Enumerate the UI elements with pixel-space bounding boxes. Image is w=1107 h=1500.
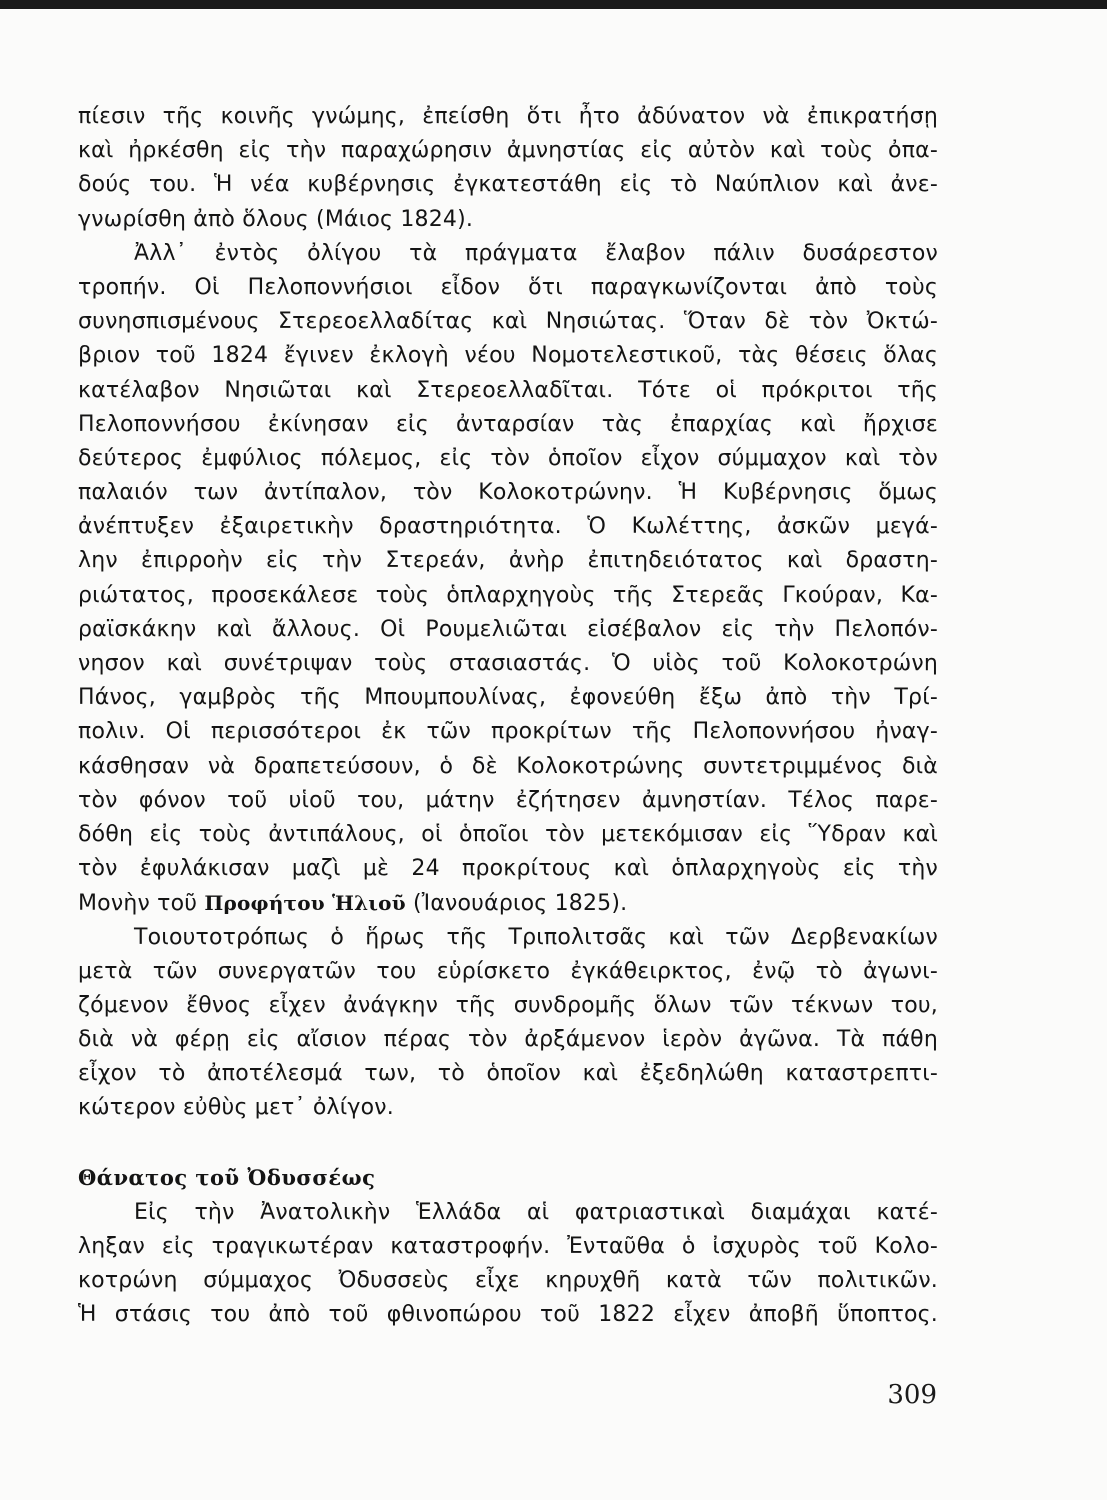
text-line: κατέλαβον Νησιῶται καὶ Στερεοελλαδῖται. Τότε οἱ πρόκριτοι τῆς (78, 377, 938, 403)
text-line: Πελοποννήσου ἐκίνησαν εἰς ἀνταρσίαν τὰς ἐπαρχίας καὶ ἤρχισε (78, 411, 938, 437)
text-line: Ἀλλ᾽ ἐντὸς ὀλίγου τὰ πράγματα ἔλαβον πάλιν δυσάρεστον (134, 240, 938, 266)
text-line: πίεσιν τῆς κοινῆς γνώμης, ἐπείσθη ὅτι ἦτο ἀδύνατον νὰ ἐπικρατήσῃ (78, 104, 938, 129)
page-body (78, 100, 938, 1332)
text-line: τροπήν. Οἱ Πελοποννήσιοι εἶδον ὅτι παραγκωνίζονται ἀπὸ τοὺς (78, 274, 938, 300)
text-line: βριον τοῦ 1824 ἔγινεν ἐκλογὴ νέου Νομοτελεστικοῦ, τὰς θέσεις ὅλας (78, 343, 938, 369)
section-heading: Θάνατος τοῦ Ὀδυσσέως (78, 1164, 376, 1190)
paragraph-1 (78, 100, 938, 237)
text-line: κοτρώνη σύμμαχος Ὀδυσσεὺς εἶχε κηρυχθῆ κατὰ τῶν πολιτικῶν. (78, 1268, 938, 1293)
text-line: ραϊσκάκην καὶ ἄλλους. Οἱ Ρουμελιῶται εἰσέβαλον εἰς τὴν Πελοπόν- (78, 616, 938, 642)
text-run: Μονὴν τοῦ (78, 891, 205, 917)
text-line: ζόμενον ἔθνος εἶχεν ἀνάγκην τῆς συνδρομῆς ὅλων τῶν τέκνων του, (78, 992, 938, 1018)
section-spacer (78, 1126, 938, 1160)
text-line: ληξαν εἰς τραγικωτέραν καταστροφήν. Ἐνταῦθα ὁ ἰσχυρὸς τοῦ Κολο- (78, 1233, 938, 1259)
text-line: νησον καὶ συνέτριψαν τοὺς στασιαστάς. Ὁ υἱὸς τοῦ Κολοκοτρώνη (78, 651, 938, 676)
bold-place-name: Προφήτου Ἡλιοῦ (204, 891, 406, 916)
text-line: τὸν φόνον τοῦ υἱοῦ του, μάτην ἐζήτησεν ἀμνηστίαν. Τέλος παρε- (78, 787, 938, 813)
text-line: τὸν ἐφυλάκισαν μαζὶ μὲ 24 προκρίτους καὶ ὁπλαρχηγοὺς εἰς τὴν (78, 856, 938, 882)
text-line: ἀνέπτυξεν ἐξαιρετικὴν δραστηριότητα. Ὁ Κωλέττης, ἀσκῶν μεγά- (78, 514, 938, 540)
text-line-with-bold (78, 886, 938, 920)
text-line: συνησπισμένους Στερεοελλαδίτας καὶ Νησιώτας. Ὅταν δὲ τὸν Ὀκτώ- (78, 309, 938, 335)
text-line: διὰ νὰ φέρῃ εἰς αἴσιον πέρας τὸν ἀρξάμενον ἱερὸν ἀγῶνα. Τὰ πάθη (78, 1027, 938, 1053)
text-line: Τοιουτοτρόπως ὁ ἥρως τῆς Τριπολιτσᾶς καὶ τῶν Δερβενακίων (134, 924, 938, 950)
text-line: δούς του. Ἡ νέα κυβέρνησις ἐγκατεστάθη εἰς τὸ Ναύπλιον καὶ ἀνε- (78, 172, 938, 198)
paragraph-4 (78, 1196, 938, 1333)
text-line: δόθη εἰς τοὺς ἀντιπάλους, οἱ ὁποῖοι τὸν μετεκόμισαν εἰς Ὕδραν καὶ (78, 821, 938, 847)
text-line: κάσθησαν νὰ δραπετεύσουν, ὁ δὲ Κολοκοτρώνης συντετριμμένος διὰ (78, 753, 938, 779)
text-line: Εἰς τὴν Ἀνατολικὴν Ἑλλάδα αἱ φατριαστικαὶ διαμάχαι κατέ- (134, 1199, 938, 1225)
text-line: γνωρίσθη ἀπὸ ὅλους (Μάιος 1824). (78, 206, 474, 232)
scan-edge (0, 0, 1107, 9)
text-line: μετὰ τῶν συνεργατῶν του εὑρίσκετο ἐγκάθειρκτος, ἐνῷ τὸ ἀγωνι- (78, 958, 938, 984)
text-run: (Ἰανουάριος 1825). (405, 891, 628, 917)
text-line: εἶχον τὸ ἀποτέλεσμά των, τὸ ὁποῖον καὶ ἐξεδηλώθη καταστρεπτι- (78, 1061, 938, 1087)
text-line: Ἡ στάσις του ἀπὸ τοῦ φθινοπώρου τοῦ 1822 εἶχεν ἀποβῆ ὕποπτος. (78, 1302, 938, 1328)
text-line: ριώτατος, προσεκάλεσε τοὺς ὁπλαρχηγοὺς τῆς Στερεᾶς Γκούραν, Κα- (78, 582, 938, 608)
text-line: Πάνος, γαμβρὸς τῆς Μπουμπουλίνας, ἐφονεύθη ἔξω ἀπὸ τὴν Τρί- (78, 685, 938, 711)
text-line: πολιν. Οἱ περισσότεροι ἐκ τῶν προκρίτων τῆς Πελοποννήσου ἠναγ- (78, 719, 938, 745)
text-line: παλαιόν των ἀντίπαλον, τὸν Κολοκοτρώνην. Ἡ Κυβέρνησις ὅμως (78, 480, 938, 506)
page-number: 309 (887, 1380, 937, 1410)
paragraph-3 (78, 921, 938, 1126)
text-line: λην ἐπιρροὴν εἰς τὴν Στερεάν, ἀνὴρ ἐπιτηδειότατος καὶ δραστη- (78, 548, 938, 574)
text-line: δεύτερος ἐμφύλιος πόλεμος, εἰς τὸν ὁποῖον εἶχον σύμμαχον καὶ τὸν (78, 445, 938, 471)
text-line: κώτερον εὐθὺς μετ᾽ ὀλίγον. (78, 1095, 394, 1121)
text-line: καὶ ἠρκέσθη εἰς τὴν παραχώρησιν ἀμνηστίας εἰς αὐτὸν καὶ τοὺς ὀπα- (78, 138, 938, 164)
paragraph-2 (78, 237, 938, 921)
